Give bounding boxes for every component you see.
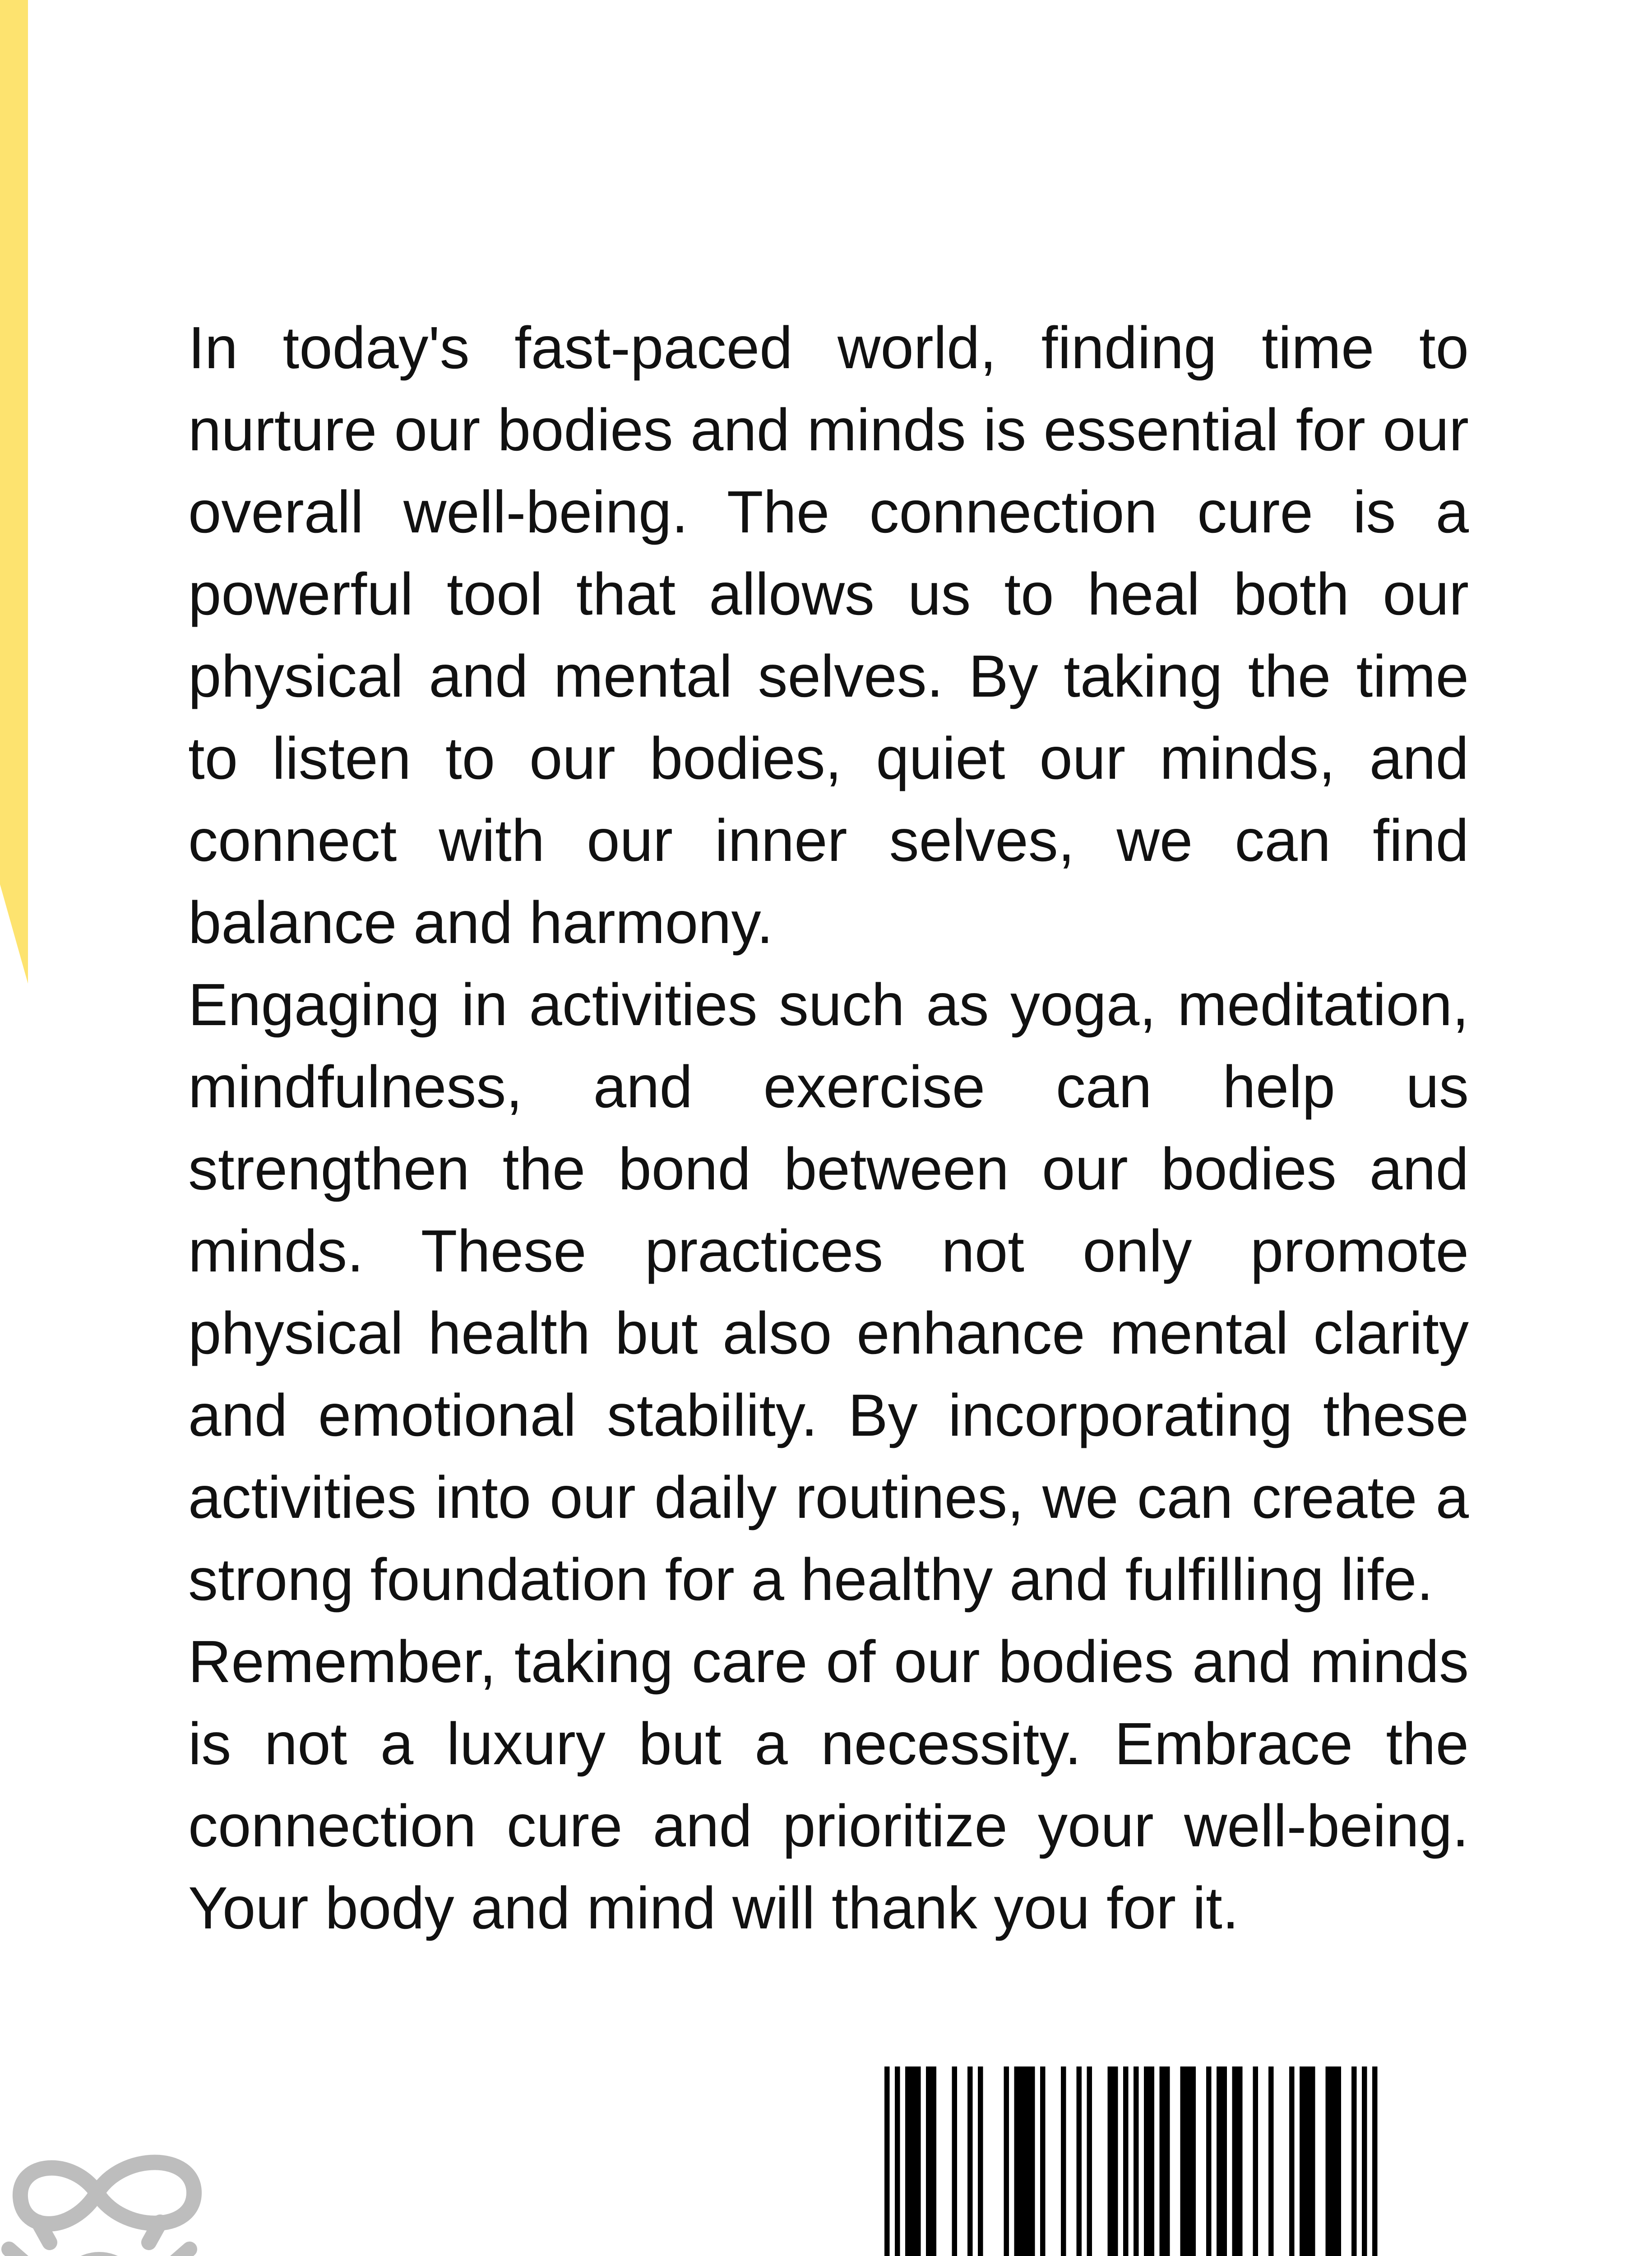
barcode-bar: [1030, 2066, 1035, 2256]
barcode-bar: [1123, 2066, 1129, 2256]
barcode-bar: [967, 2066, 973, 2256]
isbn-barcode: [839, 2066, 1426, 2256]
barcode-bar: [905, 2066, 911, 2256]
barcode-bar: [978, 2066, 983, 2256]
barcode-bar: [1014, 2066, 1020, 2256]
barcode-bar: [1113, 2066, 1118, 2256]
barcode-bar: [1305, 2066, 1310, 2256]
meditation-brain-icon: [0, 2130, 289, 2256]
barcode-bar: [1077, 2066, 1082, 2256]
barcode-bar: [1019, 2066, 1025, 2256]
barcode-bar: [1336, 2066, 1342, 2256]
barcode-bar: [1372, 2066, 1378, 2256]
barcode-bar: [884, 2066, 890, 2256]
paragraph-1: In today's fast-paced world, finding time to nurture our bodies and minds is essential for our overall well-being. The connection cure is a powerful tool that allows us to heal both our physical and mental selves. By taking the time to listen to our bodies, quiet our minds, and connect with our inner selves, we can find balance and harmony.: [188, 314, 1469, 956]
barcode-bar: [1351, 2066, 1357, 2256]
barcode-bar: [1326, 2066, 1331, 2256]
barcode-bar: [1191, 2066, 1196, 2256]
paragraph-3: Remember, taking care of our bodies and minds is not a luxury but a necessity. Embrace the connection cure and prioritize your well-being. Your body and mind will thank you for it.: [188, 1628, 1469, 1941]
barcode-bar: [1004, 2066, 1009, 2256]
barcode-bar: [931, 2066, 937, 2256]
barcode-bar: [1134, 2066, 1139, 2256]
barcode-bar: [1310, 2066, 1315, 2256]
barcode-bar: [895, 2066, 900, 2256]
barcode-bar: [1040, 2066, 1046, 2256]
barcode-bar: [1289, 2066, 1295, 2256]
paragraph-2: Engaging in activities such as yoga, meditation, mindfulness, and exercise can help us strengthen the bond between our bodies and minds. These practices not only promote physical health but also enhance mental clarity and emotional stability. By incorporating these activities into our daily routines, we can create a strong foundation for a healthy and fulfilling life.: [188, 971, 1469, 1613]
barcode-bar: [1087, 2066, 1092, 2256]
barcode-bar: [1232, 2066, 1238, 2256]
back-cover-text: [188, 307, 1469, 1949]
barcode-bar: [1025, 2066, 1030, 2256]
barcode-bar: [911, 2066, 916, 2256]
barcode-bar: [1165, 2066, 1170, 2256]
barcode-bar: [1222, 2066, 1227, 2256]
barcode-bar: [1217, 2066, 1222, 2256]
barcode-bar: [1206, 2066, 1212, 2256]
barcode-bar: [1160, 2066, 1165, 2256]
barcode-bar: [1300, 2066, 1305, 2256]
barcode-bar: [1185, 2066, 1191, 2256]
yellow-accent-strip: [0, 0, 32, 984]
barcode-bar: [1253, 2066, 1259, 2256]
barcode-bar: [926, 2066, 931, 2256]
barcode-bar: [1331, 2066, 1336, 2256]
barcode-graphic: [839, 2066, 1426, 2256]
barcode-bar: [1144, 2066, 1149, 2256]
barcode-bar: [1108, 2066, 1113, 2256]
barcode-bar: [916, 2066, 921, 2256]
barcode-bar: [1362, 2066, 1367, 2256]
barcode-bar: [1180, 2066, 1186, 2256]
barcode-bar: [1268, 2066, 1274, 2256]
barcode-bar: [1237, 2066, 1243, 2256]
barcode-bar: [1061, 2066, 1066, 2256]
barcode-bar: [952, 2066, 958, 2256]
barcode-bar: [1149, 2066, 1155, 2256]
